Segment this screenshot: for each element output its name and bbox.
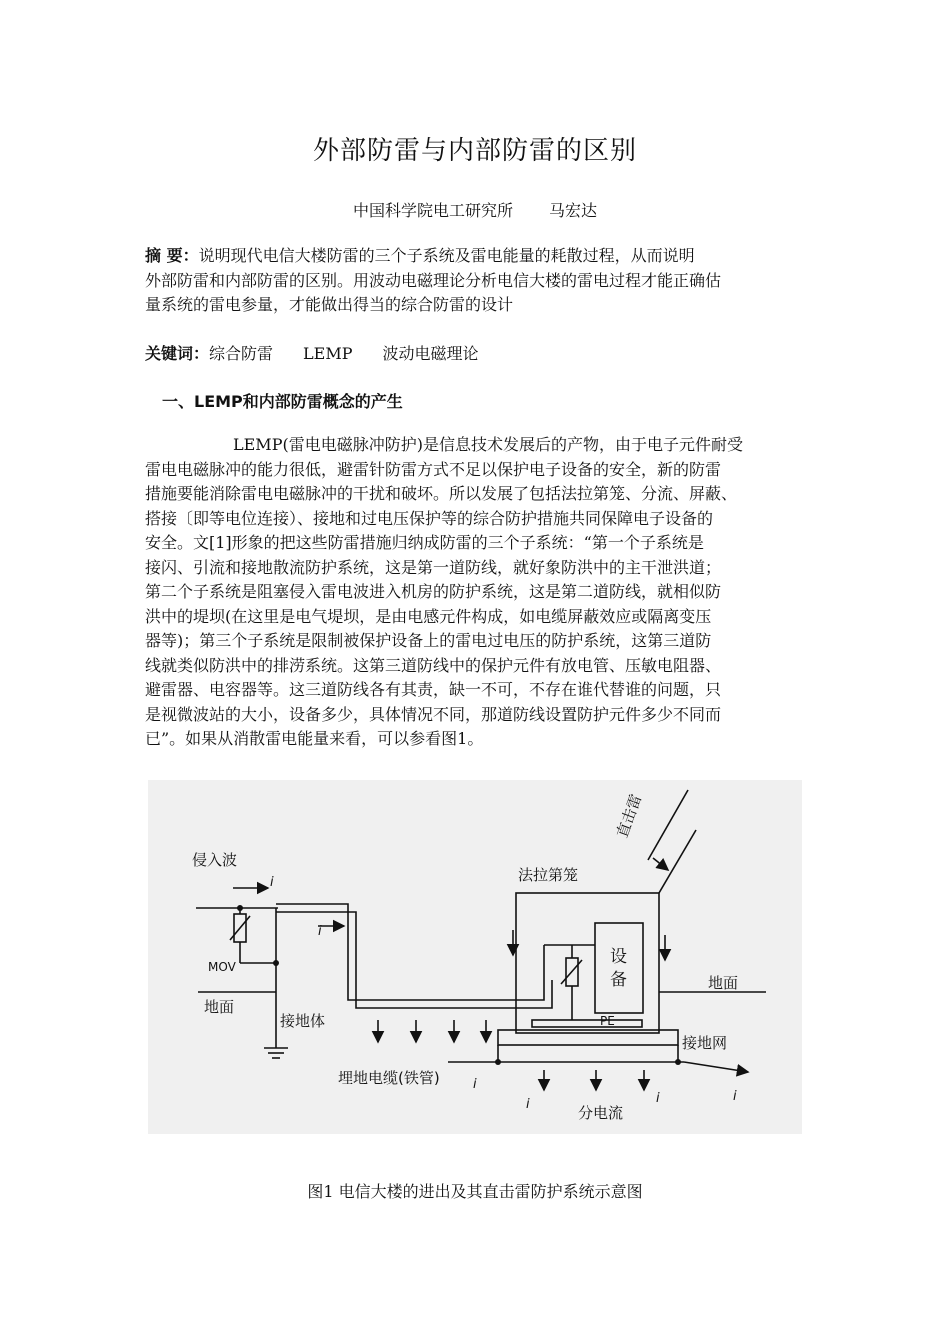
abstract bbox=[145, 244, 810, 318]
abstract-line-1: 说明现代电信大楼防雷的三个子系统及雷电能量的耗散过程，从而说明 bbox=[198, 246, 695, 265]
keywords-label: 关键词： bbox=[145, 344, 210, 363]
keywords bbox=[145, 341, 810, 364]
body-line-1: LEMP(雷电电磁脉冲防护)是信息技术发展后的产物，由于电子元件耐受 bbox=[233, 435, 743, 454]
body-line-6: 接闪、引流和接地散流防护系统，这是第一道防线，就好象防洪中的主干泄洪道； bbox=[145, 557, 722, 577]
current-i-1: i bbox=[270, 875, 274, 890]
body-line-7: 第二个子系统是阻塞侵入雷电波进入机房的防护系统，这是第二道防线，就相似防 bbox=[145, 582, 722, 601]
author-affiliation: 中国科学院电工研究所 bbox=[352, 201, 513, 220]
body-line-11: 避雷器、电容器等。这三道防线各有其责，缺一不可，不存在谁代替谁的问题，只 bbox=[145, 680, 722, 699]
label-equipment-2: 备 bbox=[610, 970, 627, 990]
label-ground-left: 地面 bbox=[204, 998, 235, 1016]
keyword-2: LEMP bbox=[303, 344, 353, 363]
body-line-12: 是视微波站的大小，设备多少，具体情况不同，那道防线设置防护元件多少不同而 bbox=[145, 704, 722, 724]
body-line-9: 器等)；第三个子系统是限制被保护设备上的雷电过电压的防护系统，这第三道防 bbox=[145, 631, 712, 650]
body-paragraph bbox=[145, 433, 815, 752]
lightning-protection-diagram bbox=[148, 780, 802, 1134]
label-buried-cable: 埋地电缆(铁管) bbox=[338, 1069, 440, 1087]
label-ground-grid: 接地网 bbox=[682, 1034, 728, 1052]
abstract-label: 摘 要： bbox=[145, 246, 199, 265]
label-mov: MOV bbox=[208, 960, 236, 974]
label-incoming-wave: 侵入波 bbox=[192, 851, 238, 869]
cable-outer bbox=[276, 904, 544, 1000]
keyword-1: 综合防雷 bbox=[209, 344, 274, 363]
abstract-line-3: 量系统的雷电参量，才能做出得当的综合防雷的设计 bbox=[145, 295, 514, 314]
equipment-box bbox=[595, 923, 643, 1013]
label-pe: PE bbox=[600, 1014, 615, 1028]
author-name: 马宏达 bbox=[549, 201, 598, 220]
direct-strike-line bbox=[659, 830, 696, 893]
figure-1 bbox=[148, 780, 802, 1134]
label-direct-strike: 直击雷 bbox=[613, 791, 646, 841]
faraday-cage bbox=[516, 893, 659, 1033]
current-i-6: i bbox=[733, 1089, 737, 1104]
current-i-5: i bbox=[656, 1091, 660, 1106]
keyword-3: 波动电磁理论 bbox=[382, 344, 479, 363]
label-faraday-cage: 法拉第笼 bbox=[518, 866, 579, 884]
label-shunt-current: 分电流 bbox=[578, 1104, 624, 1122]
author-line bbox=[0, 198, 950, 221]
current-i-3: i bbox=[473, 1077, 477, 1092]
current-i-4: i bbox=[526, 1097, 530, 1112]
section-heading-1: 一、LEMP和内部防雷概念的产生 bbox=[162, 392, 403, 411]
current-i-2: i bbox=[318, 924, 322, 939]
label-ground-body: 接地体 bbox=[280, 1012, 326, 1030]
body-line-2: 雷电电磁脉冲的能力很低，避雷针防雷方式不足以保护电子设备的安全，新的防雷 bbox=[145, 459, 722, 479]
body-line-5: 安全。文[1]形象的把这些防雷措施归纳成防雷的三个子系统：“第一个子系统是 bbox=[145, 533, 704, 552]
body-line-13: 已”。如果从消散雷电能量来看，可以参看图1。 bbox=[145, 729, 484, 748]
abstract-line-2: 外部防雷和内部防雷的区别。用波动电磁理论分析电信大楼的雷电过程才能正确估 bbox=[145, 270, 722, 290]
body-line-10: 线就类似防洪中的排涝系统。这第三道防线中的保护元件有放电管、压敏电阻器、 bbox=[145, 655, 722, 675]
body-line-3: 措施要能消除雷电电磁脉冲的干扰和破坏。所以发展了包括法拉第笼、分流、屏蔽、 bbox=[145, 484, 738, 503]
body-line-4: 搭接〔即等电位连接）、接地和过电压保护等的综合防护措施共同保障电子设备的 bbox=[145, 508, 714, 528]
paper-title: 外部防雷与内部防雷的区别 bbox=[312, 136, 637, 166]
label-ground-right: 地面 bbox=[708, 974, 739, 992]
label-equipment-1: 设 bbox=[610, 947, 627, 967]
body-line-8: 洪中的堤坝(在这里是电气堤坝，是由电感元件构成，如电缆屏蔽效应或隔离变压 bbox=[145, 606, 712, 626]
figure-caption: 图1 电信大楼的进出及其直击雷防护系统示意图 bbox=[307, 1182, 643, 1201]
pe-bar bbox=[532, 1020, 642, 1027]
